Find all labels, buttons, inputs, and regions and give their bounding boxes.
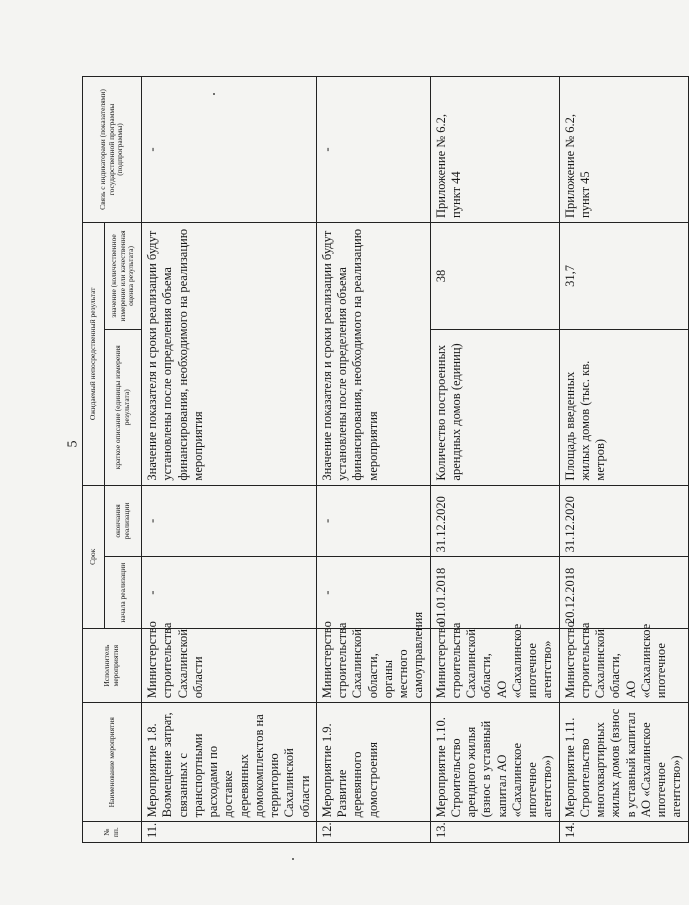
start-date: 01.01.2018: [430, 557, 559, 629]
page-number: 5: [65, 440, 81, 448]
indicator-link: Приложение № 6.2, пункт 44: [430, 77, 559, 223]
rotated-page: [82, 76, 684, 843]
executor: Министерство строительства Сахалинской области, органы местного самоуправления: [316, 629, 430, 703]
header-executor: Исполнитель мероприятия: [83, 629, 142, 703]
header-link: Связь с индикаторами (показателями) государственной программы (подпрограммы): [83, 77, 142, 223]
row-number: 12.: [316, 822, 430, 843]
result-description: Значение показателя и сроки реализации будут установлены после определения объема финансирования, необходимого на реализацию мероприятия: [316, 222, 430, 485]
header-result-desc: краткое описание (единицы измерения результата): [105, 329, 142, 485]
measures-table: [82, 76, 689, 843]
result-description: Площадь введенных жилых домов (тыс. кв. метров): [559, 329, 688, 485]
row-number: 14.: [559, 822, 688, 843]
table-row: [559, 77, 688, 843]
measure-name: Мероприятие 1.8. Возмещение затрат, связанных с транспортными расходами по доставке деревянных домокомплектов на территорию Сахалинской области: [142, 703, 317, 822]
executor: Министерство строительства Сахалинской области, АО «Сахалинское ипотечное агентство»: [430, 629, 559, 703]
result-value: 38: [430, 222, 559, 329]
measure-name: Мероприятие 1.9. Развитие деревянного домостроения: [316, 703, 430, 822]
header-result: Ожидаемый непосредственный результат: [83, 222, 105, 485]
scan-speck: [292, 858, 294, 860]
start-date: -: [316, 557, 430, 629]
header-term-start: начала реализации: [105, 557, 142, 629]
measure-name: Мероприятие 1.10. Строительство арендного жилья (взнос в уставный капитал АО «Сахалинское ипотечное агентство»): [430, 703, 559, 822]
indicator-link: -: [142, 77, 317, 223]
header-term-end: окончания реализации: [105, 485, 142, 557]
header-num: № пп.: [83, 822, 142, 843]
indicator-link: -: [316, 77, 430, 223]
table-row: [316, 77, 430, 843]
header-row-1: [83, 77, 105, 843]
end-date: 31.12.2020: [430, 485, 559, 557]
indicator-link: Приложение № 6.2, пункт 45: [559, 77, 688, 223]
result-description: Значение показателя и сроки реализации будут установлены после определения объема финансирования, необходимого на реализацию мероприятия: [142, 222, 317, 485]
header-term: Срок: [83, 485, 105, 628]
table-row: [142, 77, 317, 843]
result-value: 31,7: [559, 222, 688, 329]
scan-speck: [213, 93, 215, 95]
result-description: Количество построенных арендных домов (единиц): [430, 329, 559, 485]
start-date: -: [142, 557, 317, 629]
executor: Министерство строительства Сахалинской области, АО «Сахалинское ипотечное: [559, 629, 688, 703]
measure-name: Мероприятие 1.11. Строительство многоквартирных жилых домов (взнос в уставный капитал АО «Сахалинское ипотечное агентство»): [559, 703, 688, 822]
end-date: 31.12.2020: [559, 485, 688, 557]
executor: Министерство строительства Сахалинской области: [142, 629, 317, 703]
header-name: Наименование мероприятия: [83, 703, 142, 822]
row-number: 11.: [142, 822, 317, 843]
table-row: [430, 77, 559, 843]
header-result-value: значение (количественное измерение или качественная оценка результата): [105, 222, 142, 329]
start-date: 20.12.2018: [559, 557, 688, 629]
end-date: -: [316, 485, 430, 557]
end-date: -: [142, 485, 317, 557]
row-number: 13.: [430, 822, 559, 843]
